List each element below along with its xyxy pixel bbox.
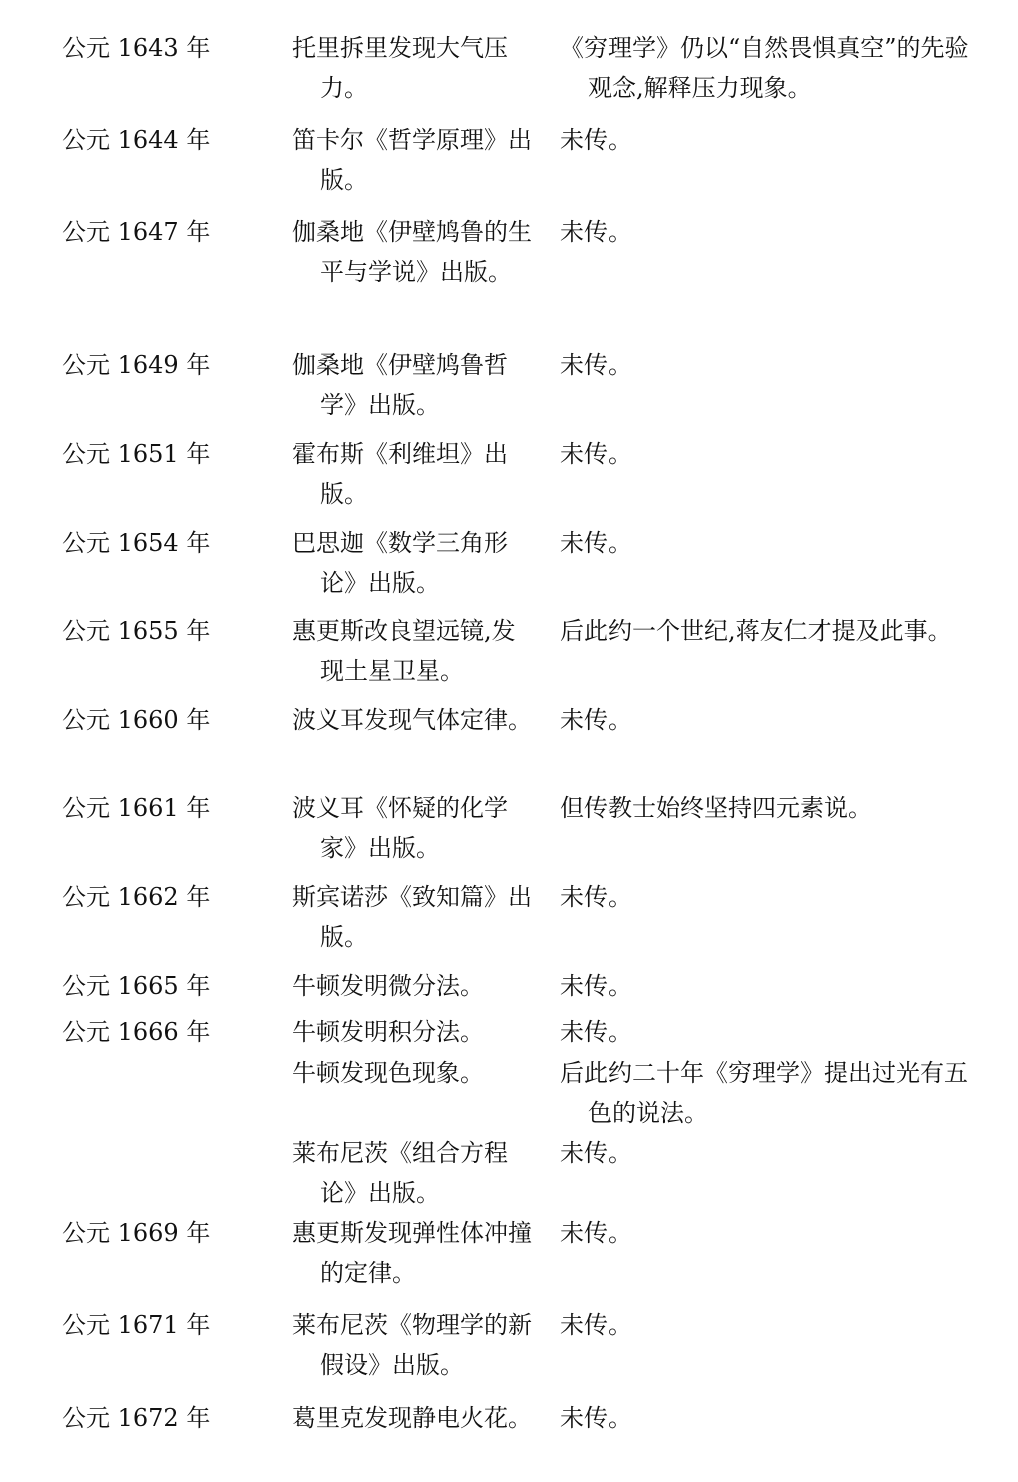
row-china-note: 未传。 — [560, 883, 632, 911]
row-china-note: 未传。 — [560, 1219, 632, 1247]
row-western-event: 莱布尼茨《物理学的新假设》出版。 — [292, 1311, 532, 1379]
row-western-event: 葛里克发现静电火花。 — [292, 1404, 532, 1432]
row-year: 公元 1671 年 — [62, 1311, 211, 1339]
row-china-note: 未传。 — [560, 1311, 632, 1339]
row-china-note: 《穷理学》仍以“自然畏惧真空”的先验观念,解释压力现象。 — [560, 34, 969, 102]
row-year: 公元 1672 年 — [62, 1404, 211, 1432]
row-year: 公元 1669 年 — [62, 1219, 211, 1247]
row-western-event: 巴思迦《数学三角形论》出版。 — [292, 529, 508, 597]
row-western-event: 牛顿发现色现象。 — [292, 1059, 484, 1087]
row-year: 公元 1651 年 — [62, 440, 211, 468]
row-year: 公元 1655 年 — [62, 617, 211, 645]
row-year: 公元 1661 年 — [62, 794, 211, 822]
row-western-event: 波义耳《怀疑的化学家》出版。 — [292, 794, 508, 862]
row-china-note: 未传。 — [560, 1139, 632, 1167]
row-year: 公元 1662 年 — [62, 883, 211, 911]
row-china-note: 但传教士始终坚持四元素说。 — [560, 794, 872, 822]
row-china-note: 未传。 — [560, 706, 632, 734]
row-western-event: 惠更斯改良望远镜,发现土星卫星。 — [292, 617, 516, 685]
row-china-note: 后此约一个世纪,蒋友仁才提及此事。 — [560, 617, 952, 645]
row-western-event: 牛顿发明微分法。 — [292, 972, 484, 1000]
row-china-note: 未传。 — [560, 440, 632, 468]
row-western-event: 笛卡尔《哲学原理》出版。 — [292, 126, 532, 194]
row-western-event: 波义耳发现气体定律。 — [292, 706, 532, 734]
row-china-note: 未传。 — [560, 218, 632, 246]
row-western-event: 伽桑地《伊壁鸠鲁的生平与学说》出版。 — [292, 218, 532, 286]
row-year: 公元 1654 年 — [62, 529, 211, 557]
row-western-event: 霍布斯《利维坦》出版。 — [292, 440, 508, 508]
row-year: 公元 1644 年 — [62, 126, 211, 154]
row-western-event: 伽桑地《伊壁鸠鲁哲学》出版。 — [292, 351, 508, 419]
row-china-note: 后此约二十年《穷理学》提出过光有五色的说法。 — [560, 1059, 968, 1127]
row-year: 公元 1665 年 — [62, 972, 211, 1000]
row-china-note: 未传。 — [560, 529, 632, 557]
row-year: 公元 1647 年 — [62, 218, 211, 246]
row-western-event: 斯宾诺莎《致知篇》出版。 — [292, 883, 532, 951]
row-year: 公元 1666 年 — [62, 1018, 211, 1046]
row-western-event: 牛顿发明积分法。 — [292, 1018, 484, 1046]
row-year: 公元 1643 年 — [62, 34, 211, 62]
row-western-event: 托里拆里发现大气压力。 — [292, 34, 508, 102]
row-china-note: 未传。 — [560, 972, 632, 1000]
row-china-note: 未传。 — [560, 351, 632, 379]
row-year: 公元 1649 年 — [62, 351, 211, 379]
row-china-note: 未传。 — [560, 126, 632, 154]
row-china-note: 未传。 — [560, 1404, 632, 1432]
row-western-event: 莱布尼茨《组合方程论》出版。 — [292, 1139, 508, 1207]
row-year: 公元 1660 年 — [62, 706, 211, 734]
row-western-event: 惠更斯发现弹性体冲撞的定律。 — [292, 1219, 532, 1287]
row-china-note: 未传。 — [560, 1018, 632, 1046]
